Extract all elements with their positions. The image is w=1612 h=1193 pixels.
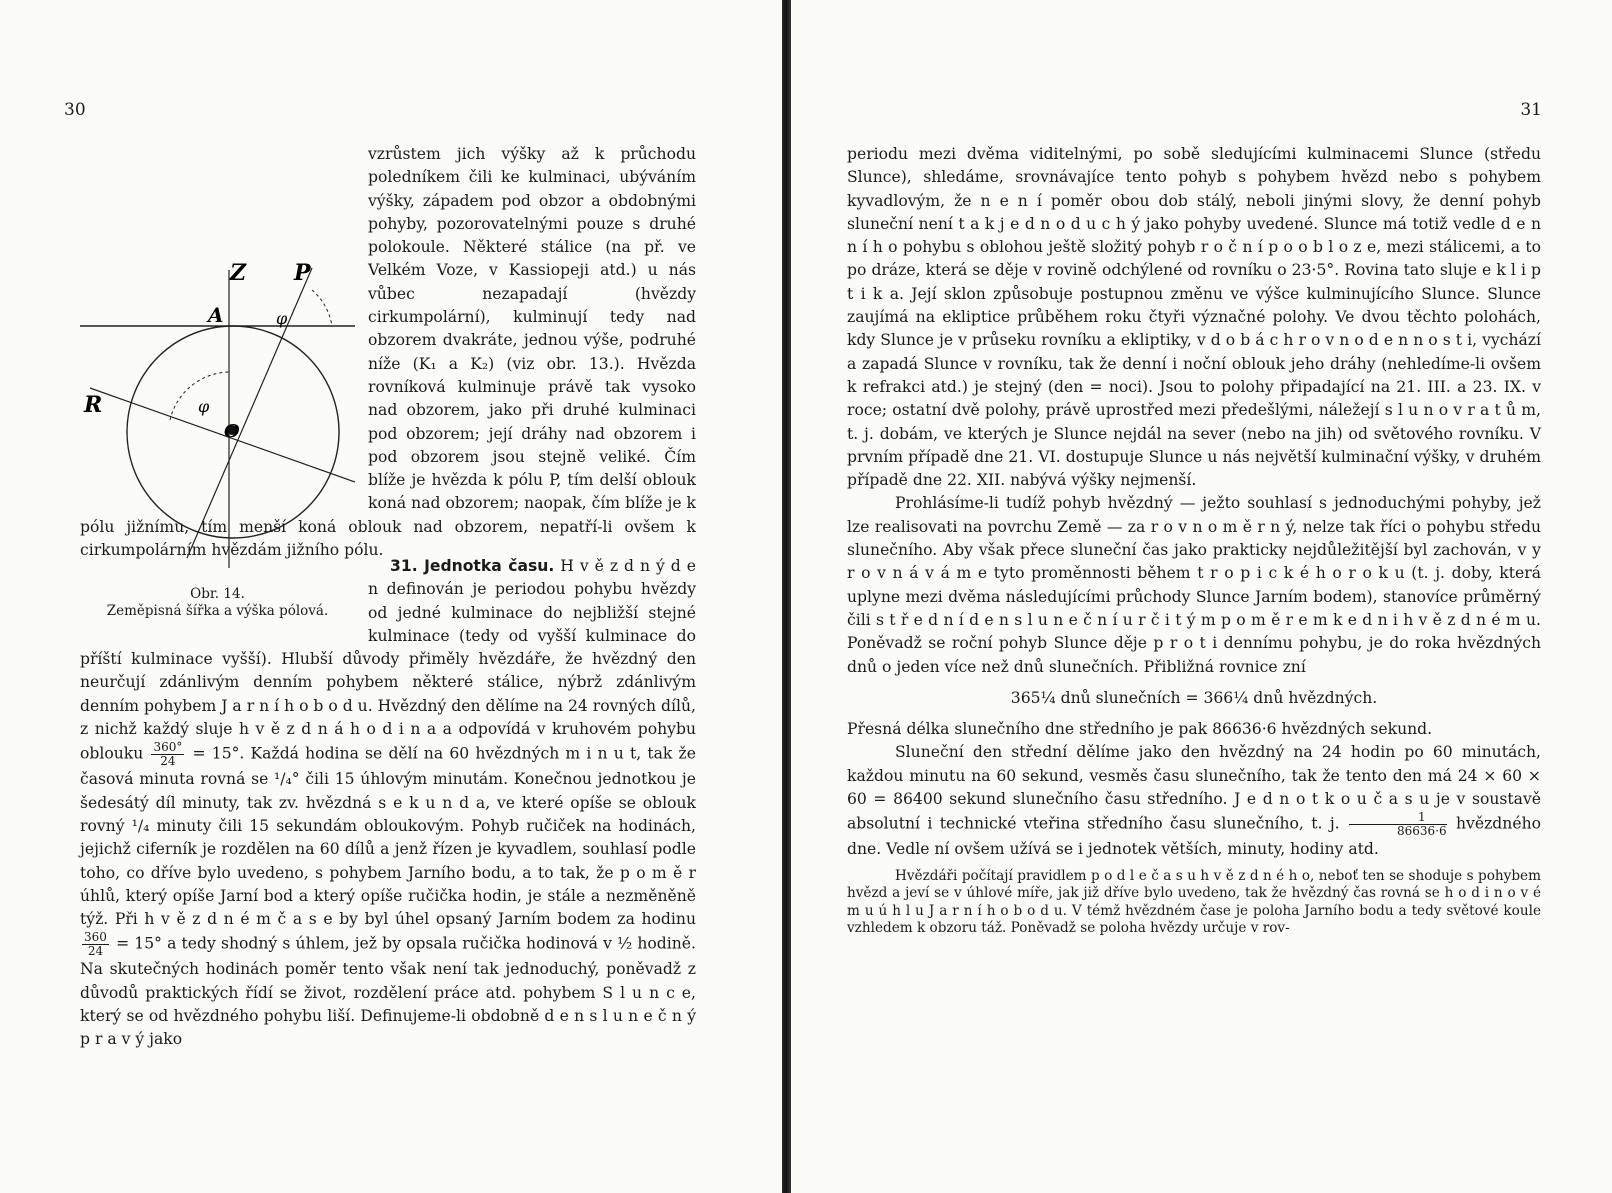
label-phi-upper: φ [276, 309, 288, 328]
section-text-1: H v ě z d n ý d e n definován je periodou pohybu hvězdy od jedné kulminace do nejbližší stejné kulminace (tedy od vyšší kulminace do příští kulminace vyšší). Hlubší důvody přiměly hvězdáře, že hvězdný den neurčují zdánlivým denním pohybem některé stálice, nýbrž zdánlivým denním pohybem J a r n í h o b o d u. Hvězdný den dělíme na 24 rovných dílů, z nichž každý sluje h v ě z d n á h o d i n a a odpovídá v kruhovém pohybu oblouku [80, 557, 696, 763]
figure-14-diagram [80, 250, 355, 580]
caption-spacer [80, 555, 368, 625]
page-number-left: 30 [64, 100, 86, 120]
section-31 [80, 555, 696, 1052]
book-gutter [782, 0, 791, 1193]
section-heading: 31. Jednotka času. [390, 557, 555, 575]
fraction-second: $\frac{1}{86636\cdot 6}$ [1349, 811, 1447, 838]
paragraph-exact-length: Přesná délka slunečního dne středního je pak 86636·6 hvězdných sekund. [847, 720, 1433, 739]
fraction-360-24-hour: $\frac{360}{24}$ [84, 930, 107, 959]
right-page [791, 0, 1612, 1193]
paragraph-culmination: vzrůstem jich výšky až k průchodu poledníkem čili ke kulminaci, ubýváním výšky, západem pod obzor a obdobnými pohyby, pozorovatelnými pouze s druhé polokoule. Některé stálice (na př. ve Velkém Voze, v Kassiopeji atd.) u nás vůbec nezapadají (hvězdy cirkumpolární), kulminují tedy nad obzorem dvakráte, jednou výše, podruhé níže (K₁ a K₂) (viz obr. 13.). Hvězda rovníková kulminuje právě tak vysoko nad obzorem, jako při druhé kulminaci pod obzorem; její dráhy nad obzorem i pod obzorem jsou stejně veliké. Čím blíže je hvězda k pólu P, tím delší oblouk koná nad obzorem; naopak, čím blíže je k pólu jižnímu, tím menší koná oblouk nad obzorem, nepatří-li ovšem k cirkumpolárním hvězdám jižního pólu. [80, 145, 696, 560]
page-number-right: 31 [1520, 100, 1542, 120]
left-page [0, 0, 783, 1193]
right-text [847, 143, 1541, 938]
label-a: A [208, 303, 224, 327]
figure-caption-number: Obr. 14. [190, 586, 245, 602]
figure-caption-title: Zeměpisná šířka a výška pólová. [106, 603, 329, 619]
label-phi-lower: φ [198, 397, 210, 416]
paragraph-mean-day: Sluneční den střední dělíme jako den hvězdný na 24 hodin po 60 minutách, každou minutu na 60 sekund, vesměs času slunečního, tak že tento den má 24 × 60 × 60 = 86400 sekund slunečního času středního. J e d n o t k o u č a s u je v soustavě absolutní i technické vteřina středního času slunečního, t. j. $\frac{1}{86636\cdot 6}$ hvězdného dne. Vedle ní ovšem užívá se i jednotek větších, minuty, hodiny atd. [847, 743, 1541, 859]
fraction-360-24: $\frac{360^\circ}{24}$ [153, 740, 183, 769]
label-r: R [84, 392, 103, 418]
label-pole: P [294, 260, 311, 286]
section-text-2: = 15°. Každá hodina se dělí na 60 hvězdných m i n u t, tak že časová minuta rovná se ¹/₄° čili 15 úhlovým minutám. Konečnou jednotkou je šedesátý díl minuty, tak zv. hvězdná s e k u n d a, ve které opíše se oblouk rovný ¹/₄ minuty čili 15 sekundám obloukovým. Pohyb ručiček na hodinách, jejichž ciferník je rozdělen na 60 dílů a jenž řízen je kyvadlem, souhlasí podle toho, co dříve bylo uvedeno, s pohybem Jarního bodu, a to tak, že p o m ě r úhlů, který opíše Jarní bod a který opíše ručička hodin, je stále a nezměněně týž. Při h v ě z d n é m č a s e by byl úhel opsaný Jarním bodem za hodinu [80, 744, 696, 929]
paragraph-uniform-motion: Prohlásíme-li tudíž pohyb hvězdný — ježto souhlasí s jednoduchými pohyby, jež lze realisovati na povrchu Země — za r o v n o m ě r n ý, nelze tak říci o pohybu středu slunečního. Aby však přece sluneční čas jako prakticky nejdůležitější byl zachován, v y r o v n á v á m e tyto proměnnosti během t r o p i c k é h o r o k u (t. j. doby, která uplyne mezi dvěma následujícími průchody Slunce Jarním bodem), stanovíce průměrný čili s t ř e d n í d e n s l u n e č n í u r č i t ý m p o m ě r e m k e d n i h v ě z d n é m u. Poněvadž se roční pohyb Slunce děje p r o t i dennímu pohybu, je do roka hvězdných dnů o jeden více než dnů slunečních. Přibližná rovnice zní [847, 494, 1541, 676]
equation-days: 365¼ dnů slunečních = 366¼ dnů hvězdných. [1010, 688, 1378, 707]
label-o: O [224, 421, 240, 442]
paragraph-solar-day: periodu mezi dvěma viditelnými, po sobě sledujícími kulminacemi Slunce (středu Slunce), shledáme, srovnávajíce tento pohyb s pohybem hvězd nebo s pohybem kyvadlovým, že n e n í poměr obou dob stálý, neboli jinými slovy, že denní pohyb sluneční není t a k j e d n o d u c h ý jako pohyby uvedené. Slunce má totiž vedle d e n n í h o pohybu s oblohou ještě složitý pohyb r o č n í p o o b l o z e, mezi stálicemi, a to po dráze, která se děje v rovině odchýlené od rovníku o 23·5°. Rovina tato sluje e k l i p t i k a. Její sklon způsobuje postupnou změnu ve výšce kulminujícího Slunce. Slunce zaujímá na ekliptice průběhem roku čtyři význačné polohy. Ve dvou těchto polohách, kdy Slunce je v průseku rovníku a ekliptiky, v d o b á c h r o v n o d e n n o s t i, vychází a zapadá Slunce v rovníku, tak že denní i noční oblouk jeho dráhy (nehledíme-li ovšem k refrakci atd.) je stejný (den = noci). Jsou to polohy připadající na 21. III. a 23. IX. v roce; ostatní dvě polohy, právě uprostřed mezi předešlými, náležejí s l u n o v r a t ů m, t. j. dobám, ve kterých je Slunce nejdál na sever (nebo na jih) od světového rovníku. V prvním případě dne 21. VI. dostupuje Slunce u nás největší kulminační výšky, v druhém případě dne 22. XII. nabývá výšky nejmenší. [847, 145, 1541, 490]
paragraph-astronomers-note: Hvězdáři počítají pravidlem p o d l e č a s u h v ě z d n é h o, neboť ten se shoduje s pohybem hvězd a jeví se v úhlové míře, jak již dříve bylo uvedeno, tak že hvězdný čas rovná se h o d i n o v é m u ú h l u J a r n í h o b o d u. V témž hvězdném čase je poloha Jarního bodu a tedy světové koule vzhledem k obzoru táž. Poněvadž se poloha hvězdy určuje v rov- [847, 867, 1541, 937]
section-text-3: = 15° a tedy shodný s úhlem, jež by opsala ručička hodinová v ½ hodině. Na skutečných hodinách poměr tento však není tak jednoduchý, poněvadž z důvodů praktických řídí se život, rozdělení práce atd. pohybem S l u n c e, který se od hvězdného pohybu liší. Definujeme-li obdobně d e n s l u n e č n ý p r a v ý jako [80, 934, 696, 1049]
label-zenith: Z [230, 260, 247, 286]
